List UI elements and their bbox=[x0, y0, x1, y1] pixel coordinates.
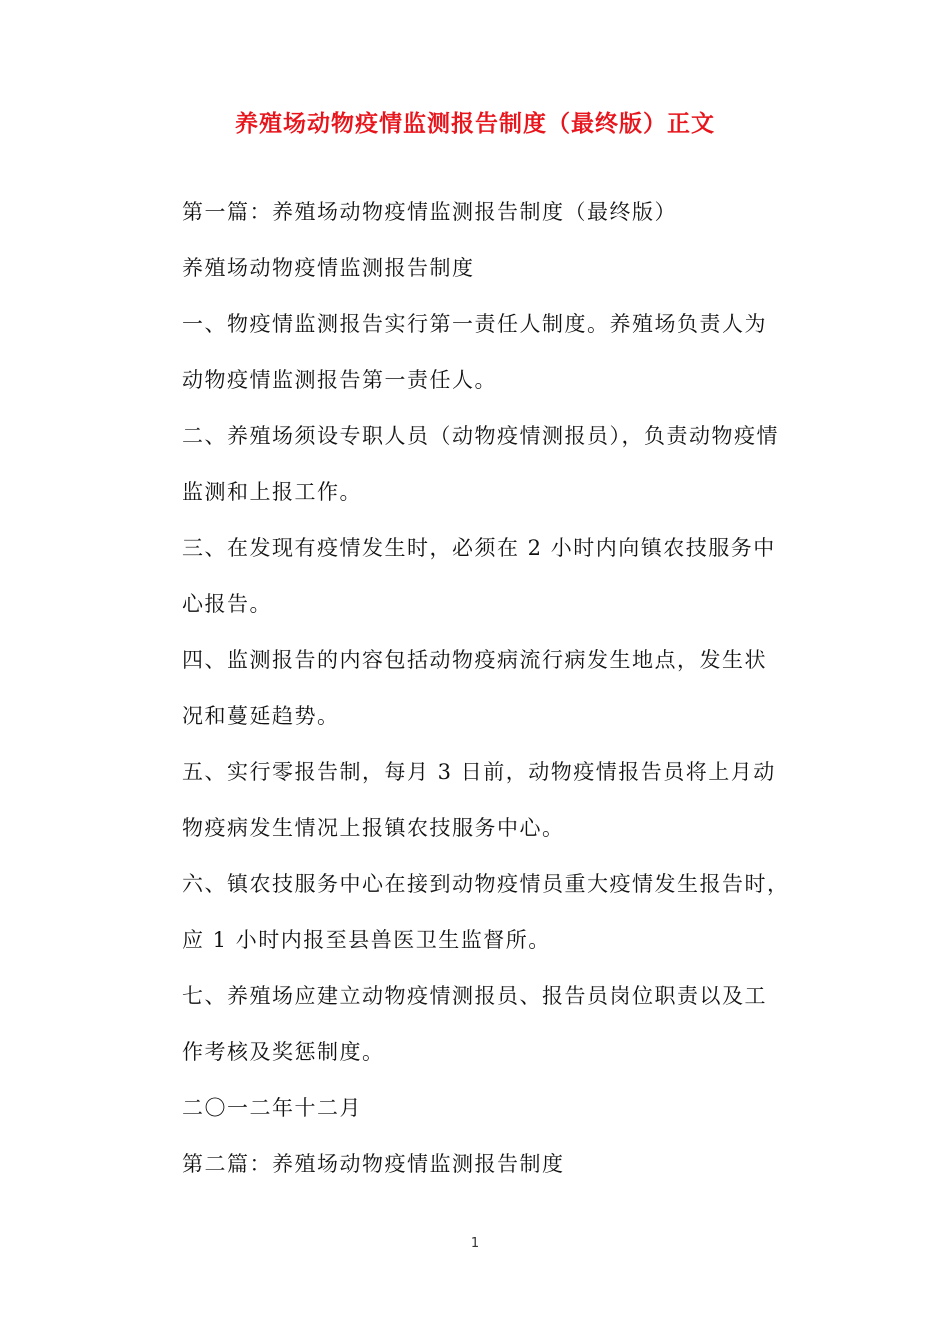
paragraph-line: 应 1 小时内报至县兽医卫生监督所。 bbox=[182, 928, 551, 952]
paragraph-item-5 bbox=[182, 744, 782, 856]
paragraph-line: 动物疫情监测报告第一责任人。 bbox=[182, 368, 497, 392]
paragraph-item-4 bbox=[182, 632, 782, 744]
paragraph-item-7 bbox=[182, 968, 782, 1080]
paragraph-line: 作考核及奖惩制度。 bbox=[182, 1040, 385, 1064]
paragraph-item-3 bbox=[182, 520, 782, 632]
paragraph-line: 一、物疫情监测报告实行第一责任人制度。养殖场负责人为 bbox=[182, 312, 767, 336]
paragraph-part-one-heading bbox=[182, 184, 782, 240]
paragraph-line: 心报告。 bbox=[182, 592, 272, 616]
document-body bbox=[182, 184, 790, 1192]
paragraph-item-1 bbox=[182, 296, 782, 408]
paragraph-line: 二〇一二年十二月 bbox=[182, 1096, 362, 1120]
document-title: 养殖场动物疫情监测报告制度（最终版）正文 bbox=[235, 110, 715, 137]
paragraph-part-two-heading bbox=[182, 1136, 782, 1192]
paragraph-line: 第一篇：养殖场动物疫情监测报告制度（最终版） bbox=[182, 200, 677, 224]
paragraph-item-2 bbox=[182, 408, 782, 520]
paragraph-line: 第二篇：养殖场动物疫情监测报告制度 bbox=[182, 1152, 565, 1176]
paragraph-line: 况和蔓延趋势。 bbox=[182, 704, 340, 728]
paragraph-line: 物疫病发生情况上报镇农技服务中心。 bbox=[182, 816, 565, 840]
paragraph-line: 二、养殖场须设专职人员（动物疫情测报员），负责动物疫情 bbox=[182, 424, 779, 448]
paragraph-regulation-heading bbox=[182, 240, 782, 296]
paragraph-line: 六、镇农技服务中心在接到动物疫情员重大疫情发生报告时， bbox=[182, 872, 790, 896]
paragraph-line: 四、监测报告的内容包括动物疫病流行病发生地点，发生状 bbox=[182, 648, 767, 672]
paragraph-line: 三、在发现有疫情发生时，必须在 2 小时内向镇农技服务中 bbox=[182, 536, 776, 560]
paragraph-line: 五、实行零报告制，每月 3 日前，动物疫情报告员将上月动 bbox=[182, 760, 776, 784]
paragraph-item-6 bbox=[182, 856, 790, 968]
paragraph-line: 监测和上报工作。 bbox=[182, 480, 362, 504]
paragraph-date bbox=[182, 1080, 782, 1136]
paragraph-line: 养殖场动物疫情监测报告制度 bbox=[182, 256, 475, 280]
page-number: 1 bbox=[470, 1236, 480, 1251]
paragraph-line: 七、养殖场应建立动物疫情测报员、报告员岗位职责以及工 bbox=[182, 984, 767, 1008]
